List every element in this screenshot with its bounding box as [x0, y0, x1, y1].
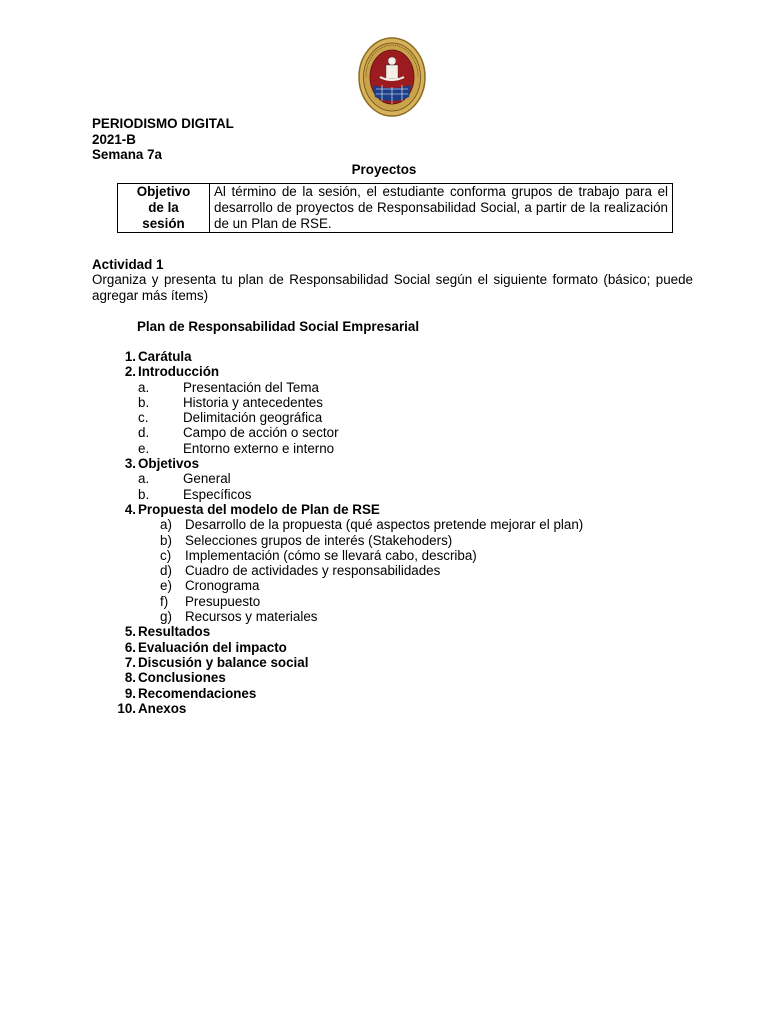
item-label: Carátula [138, 349, 192, 364]
activity-title: Actividad 1 [92, 257, 164, 272]
sub-item-letter: f) [160, 593, 169, 609]
list-item [0, 686, 768, 701]
item-number: 6. [124, 639, 136, 655]
sub-list-item [0, 578, 768, 593]
item-label: Introducción [138, 364, 220, 380]
sub-list-item [0, 380, 768, 395]
sub-item-letter: a) [160, 517, 172, 533]
item-number: 2. [124, 364, 136, 380]
sub-list-item [0, 594, 768, 609]
sub-list-item [0, 548, 768, 563]
sub-item-letter: a. [138, 471, 150, 487]
sub-item-letter: b. [138, 394, 150, 410]
list-item [0, 349, 768, 364]
sub-item-label: Cuadro de actividades y responsabilidades [185, 563, 441, 579]
sub-item-label: Específicos [183, 486, 252, 502]
term-label: 2021-B [92, 131, 136, 147]
sub-item-label: Campo de acción o sector [183, 425, 339, 441]
sub-list-item [0, 563, 768, 578]
sub-item-letter: e) [160, 578, 172, 594]
course-title: PERIODISMO DIGITAL [92, 116, 234, 131]
item-number: 5. [124, 624, 136, 640]
sub-item-label: Presentación del Tema [183, 379, 319, 395]
list-item [0, 456, 768, 471]
item-label: Anexos [138, 700, 187, 716]
course-header [92, 116, 234, 163]
sub-item-label: Entorno externo e interno [183, 440, 335, 456]
plan-outline-list [0, 349, 768, 716]
list-item [0, 655, 768, 670]
objective-text: Al término de la sesión, el estudiante conforma grupos de trabajo para el desarrollo de proyectos de Responsabilidad Social, a partir de la realización de un Plan de RSE. [210, 184, 673, 233]
sub-list-item [0, 471, 768, 486]
objective-label-line: sesión [142, 216, 185, 231]
objective-label-line: Objetivo [136, 184, 191, 199]
sub-item-label: Selecciones grupos de interés (Stakehoders) [185, 532, 453, 548]
item-number: 9. [124, 685, 136, 701]
item-number: 7. [124, 654, 136, 670]
item-label: Discusión y balance social [138, 654, 309, 670]
activity-instructions: Organiza y presenta tu plan de Responsabilidad Social según el siguiente formato (básico; puede agregar más ítems) [92, 272, 693, 303]
week-label: Semana 7a [92, 147, 162, 162]
sub-list-item [0, 425, 768, 440]
sub-item-letter: d. [138, 425, 150, 441]
objective-table [117, 183, 673, 233]
plan-title: Plan de Responsabilidad Social Empresarial [137, 319, 420, 334]
list-item [0, 364, 768, 379]
item-number: 3. [124, 456, 136, 472]
item-number: 8. [124, 670, 136, 686]
sub-item-letter: d) [160, 563, 172, 579]
item-number: 10. [117, 700, 136, 716]
sub-item-letter: c. [138, 410, 149, 426]
sub-item-letter: e. [138, 440, 150, 456]
item-label: Propuesta del modelo de Plan de RSE [138, 501, 380, 517]
objective-label [118, 184, 210, 233]
sub-list-item [0, 441, 768, 456]
sub-list-item [0, 487, 768, 502]
item-label: Recomendaciones [138, 685, 257, 701]
sub-list-item [0, 517, 768, 532]
university-seal-logo [358, 37, 426, 117]
sub-list-item [0, 410, 768, 425]
sub-item-label: Recursos y materiales [185, 609, 318, 625]
list-item [0, 701, 768, 716]
sub-item-label: Historia y antecedentes [183, 394, 323, 410]
sub-item-label: General [183, 471, 231, 487]
list-item [0, 670, 768, 685]
sub-item-letter: b) [160, 532, 172, 548]
sub-item-label: Presupuesto [185, 593, 261, 609]
sub-list-item [0, 533, 768, 548]
item-label: Resultados [138, 624, 211, 640]
sub-list-item [0, 609, 768, 624]
list-item [0, 624, 768, 639]
sub-item-letter: a. [138, 379, 150, 395]
sub-item-letter: g) [160, 609, 172, 625]
item-number: 4. [124, 501, 136, 517]
list-item [0, 502, 768, 517]
item-number: 1. [124, 349, 136, 364]
item-label: Conclusiones [138, 670, 226, 686]
item-label: Objetivos [138, 456, 200, 472]
sub-item-label: Desarrollo de la propuesta (qué aspectos pretende mejorar el plan) [185, 517, 584, 533]
sub-item-letter: b. [138, 486, 150, 502]
sub-item-label: Implementación (cómo se llevará cabo, describa) [185, 547, 477, 563]
item-label: Evaluación del impacto [138, 639, 287, 655]
sub-item-label: Delimitación geográfica [183, 410, 323, 426]
sub-item-label: Cronograma [185, 578, 260, 594]
sub-item-letter: c) [160, 547, 172, 563]
objective-label-line: de la [148, 200, 179, 215]
section-title: Proyectos [351, 162, 417, 177]
sub-list-item [0, 395, 768, 410]
list-item [0, 640, 768, 655]
